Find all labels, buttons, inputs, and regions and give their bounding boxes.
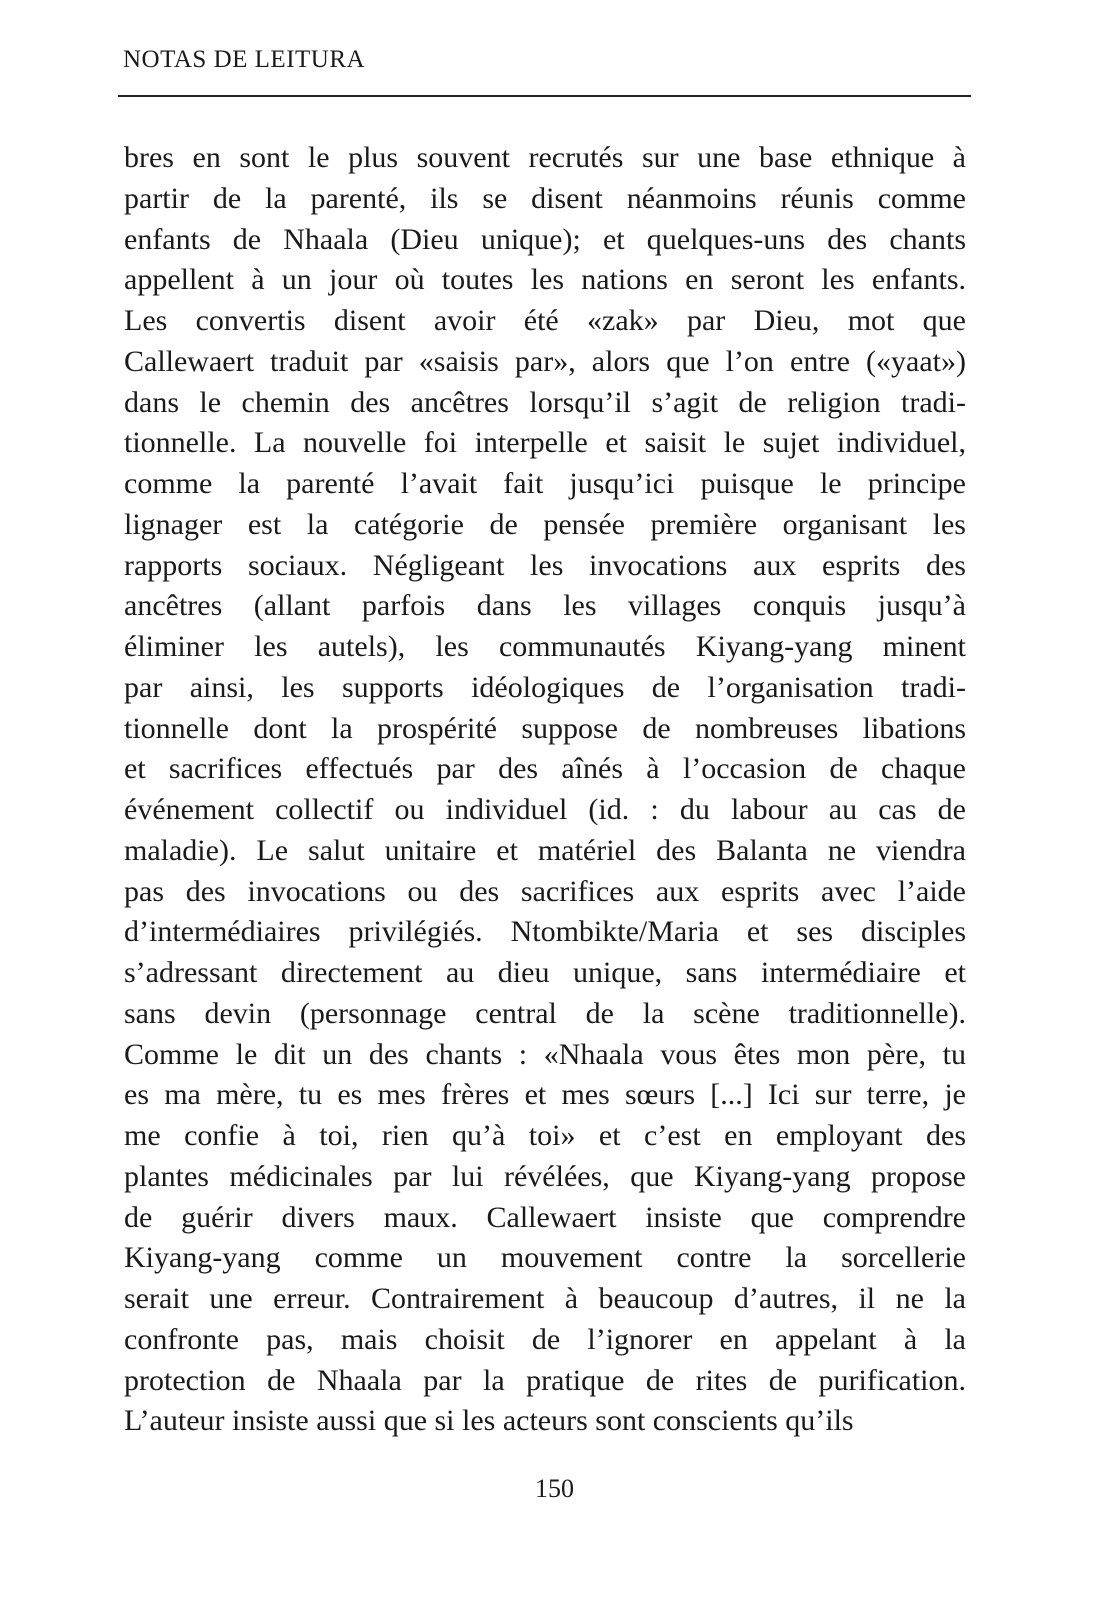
text-line: serait une erreur. Contrairement à beaucoup d’autres, il ne la <box>124 1282 966 1315</box>
text-line: s’adressant directement au dieu unique, sans intermédiaire et <box>124 956 966 989</box>
text-line: lignager est la catégorie de pensée première organisant les <box>124 507 966 541</box>
text-line: tionnelle. La nouvelle foi interpelle et saisit le sujet individuel, <box>124 426 966 460</box>
text-line: comme la parenté l’avait fait jusqu’ici puisque le principe <box>124 467 966 500</box>
text-line: Callewaert traduit par «saisis par», alors que l’on entre («yaat») <box>124 344 966 378</box>
text-line: protection de Nhaala par la pratique de rites de purification. <box>124 1363 966 1397</box>
text-line: rapports sociaux. Négligeant les invocations aux esprits des <box>124 548 966 582</box>
text-line: bres en sont le plus souvent recrutés sur une base ethnique à <box>124 141 966 174</box>
text-line: es ma mère, tu es mes frères et mes sœurs [...] Ici sur terre, je <box>124 1078 966 1112</box>
text-line: d’intermédiaires privilégiés. Ntombikte/Maria et ses disciples <box>124 915 966 949</box>
text-line: plantes médicinales par lui révélées, que Kiyang-yang propose <box>124 1159 966 1193</box>
text-line: événement collectif ou individuel (id. : du labour au cas de <box>124 793 966 826</box>
text-line: maladie). Le salut unitaire et matériel des Balanta ne viendra <box>124 833 966 867</box>
text-line: sans devin (personnage central de la scène traditionnelle). <box>124 996 966 1030</box>
body-text <box>124 138 966 1442</box>
text-line: et sacrifices effectués par des aînés à l’occasion de chaque <box>124 752 966 786</box>
text-line: Kiyang-yang comme un mouvement contre la sorcellerie <box>124 1241 966 1275</box>
text-line: L’auteur insiste aussi que si les acteurs sont conscients qu’ils <box>124 1404 854 1438</box>
text-line: tionnelle dont la prospérité suppose de nombreuses libations <box>124 711 966 745</box>
text-line: Comme le dit un des chants : «Nhaala vous êtes mon père, tu <box>124 1037 966 1071</box>
page-number: 150 <box>535 1474 574 1503</box>
header-divider <box>118 95 971 97</box>
text-line: appellent à un jour où toutes les nations en seront les enfants. <box>124 263 966 297</box>
text-line: dans le chemin des ancêtres lorsqu’il s’agit de religion tradi- <box>124 385 966 419</box>
text-line: enfants de Nhaala (Dieu unique); et quelques-uns des chants <box>124 222 966 256</box>
text-line: de guérir divers maux. Callewaert insiste que comprendre <box>124 1200 966 1234</box>
text-line: ancêtres (allant parfois dans les villages conquis jusqu’à <box>124 589 966 623</box>
text-line: éliminer les autels), les communautés Kiyang-yang minent <box>124 630 966 663</box>
text-line: partir de la parenté, ils se disent néanmoins réunis comme <box>124 181 966 215</box>
text-line: par ainsi, les supports idéologiques de l’organisation tradi- <box>124 670 966 704</box>
running-head-title: NOTAS DE LEITURA <box>123 46 366 73</box>
text-line: confronte pas, mais choisit de l’ignorer en appelant à la <box>124 1322 966 1356</box>
text-line: pas des invocations ou des sacrifices aux esprits avec l’aide <box>124 874 966 908</box>
text-line: me confie à toi, rien qu’à toi» et c’est en employant des <box>124 1119 966 1152</box>
text-line: Les convertis disent avoir été «zak» par Dieu, mot que <box>124 304 966 337</box>
